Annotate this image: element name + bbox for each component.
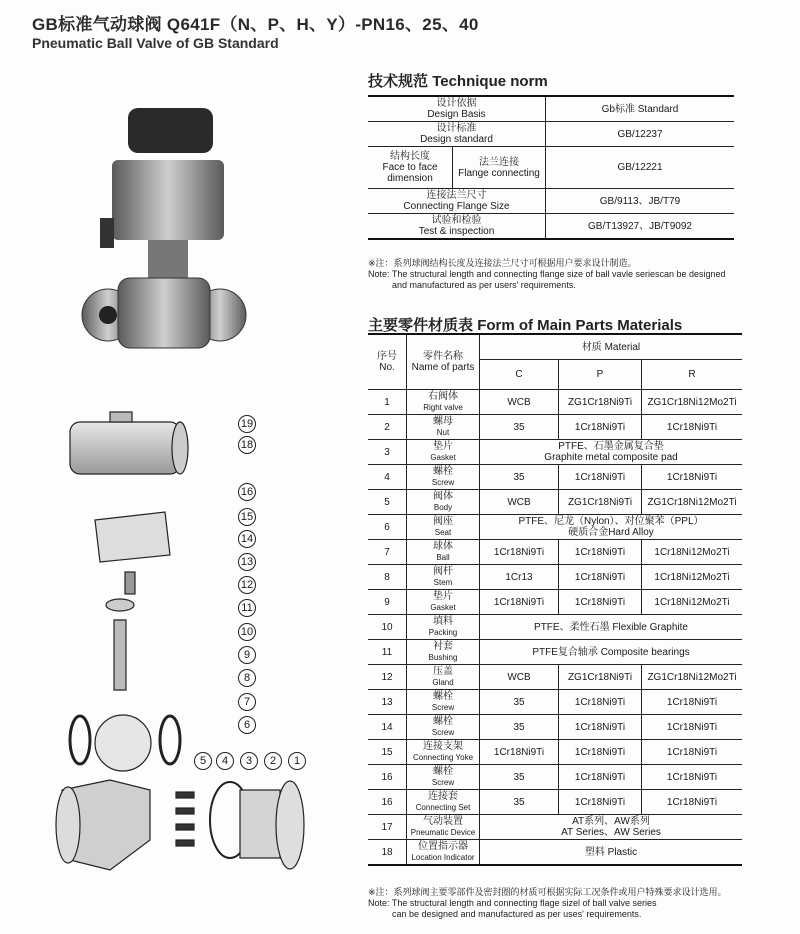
cell-part-cn: 螺栓 [433, 691, 453, 702]
cell-r: 1Cr18Ni9Ti [666, 721, 718, 733]
callout-7: 7 [238, 693, 256, 711]
cell: GB/T13927、JB/T9092 [546, 214, 735, 240]
cell: GB/9113、JB/T79 [546, 189, 735, 214]
cell-p: 1Cr18Ni9Ti [574, 546, 626, 558]
table-row [368, 740, 742, 765]
page-subtitle: Pneumatic Ball Valve of GB Standard [32, 35, 279, 51]
cell-c: 35 [513, 471, 525, 483]
callout-12: 12 [238, 576, 256, 594]
table-row [368, 840, 742, 866]
cell-part-en: Right valve [423, 403, 463, 412]
cell-span-1: PTFE、石墨金属复合垫 [558, 441, 664, 452]
cell-no: 6 [384, 521, 390, 533]
col-p: P [559, 360, 642, 390]
cell-span-1: 塑料 Plastic [584, 846, 638, 858]
cell-p: 1Cr18Ni9Ti [574, 746, 626, 758]
table-row [368, 189, 734, 214]
cell: 法兰连接 [479, 156, 519, 168]
cell-p: 1Cr18Ni9Ti [574, 596, 626, 608]
table-row [368, 565, 742, 590]
cell-part-en: Nut [436, 428, 450, 437]
cell-r: ZG1Cr18Ni12Mo2Ti [647, 496, 737, 508]
col-part-cn: 零件名称 [423, 351, 463, 362]
cell-span-1: AT系列、AW系列 [572, 816, 650, 827]
cell-part-en: Location Indicator [411, 853, 475, 862]
callout-10: 10 [238, 623, 256, 641]
cell-part-cn: 连接套 [428, 791, 458, 802]
cell-r: 1Cr18Ni9Ti [666, 421, 718, 433]
callout-8: 8 [238, 669, 256, 687]
cell-part-cn: 气动装置 [423, 816, 463, 827]
cell-part-en: Screw [431, 703, 455, 712]
cell-part-en: Body [433, 503, 453, 512]
table-row [368, 640, 742, 665]
col-no-en: No. [379, 362, 395, 373]
cell-p: 1Cr18Ni9Ti [574, 796, 626, 808]
technique-heading-en: Technique norm [432, 73, 548, 90]
cell-no: 17 [381, 821, 393, 833]
callout-14: 14 [238, 530, 256, 548]
note-en-2: can be designed and manufactured as per uses' requirements. [392, 909, 642, 919]
cell-part-cn: 压盖 [433, 666, 453, 677]
table-row [368, 122, 734, 147]
cell-p: 1Cr18Ni9Ti [574, 471, 626, 483]
cell-part-cn: 阀座 [433, 516, 453, 527]
cell-c: 35 [513, 696, 525, 708]
table-row [368, 665, 742, 690]
cell-r: 1Cr18Ni9Ti [666, 771, 718, 783]
cell-c: WCB [507, 396, 531, 408]
cell-no: 1 [384, 396, 390, 408]
cell-p: 1Cr18Ni9Ti [574, 571, 626, 583]
cell-span-1: PTFE复合轴承 Composite bearings [532, 646, 690, 658]
cell-r: 1Cr18Ni12Mo2Ti [654, 546, 730, 558]
cell-no: 7 [384, 546, 390, 558]
cell-span-2: AT Series、AW Series [561, 827, 661, 838]
cell-part-en: Screw [431, 478, 455, 487]
table-row [368, 390, 742, 415]
assembled-valve-photo [82, 108, 246, 348]
cell-no: 11 [381, 646, 393, 658]
cell-span-2: 硬质合金Hard Alloy [568, 527, 654, 538]
materials-note [368, 887, 727, 920]
cell-no: 10 [381, 621, 393, 633]
callout-6: 6 [238, 716, 256, 734]
materials-heading-en: Form of Main Parts Materials [477, 317, 683, 334]
cell: 设计标准 [436, 123, 477, 134]
cell-no: 5 [384, 496, 390, 508]
cell-no: 13 [381, 696, 393, 708]
valve-illustration [40, 100, 350, 920]
callout-19: 19 [238, 415, 256, 433]
cell-c: WCB [507, 671, 531, 683]
cell-part-en: Ball [436, 553, 450, 562]
cell-r: ZG1Cr18Ni12Mo2Ti [647, 671, 737, 683]
cell-part-cn: 球体 [433, 541, 453, 552]
cell: GB/12237 [546, 122, 735, 147]
note-cn: ※注：系列球阀主要零部件及密封圈的材质可根据实际工况条件或用户特殊要求设计选用。 [368, 887, 727, 897]
col-c: C [480, 360, 559, 390]
cell-no: 4 [384, 471, 390, 483]
callout-13: 13 [238, 553, 256, 571]
cell-part-cn: 位置指示器 [418, 841, 468, 852]
cell-part-cn: 阀体 [433, 491, 453, 502]
callout-11: 11 [238, 599, 256, 617]
table-row [368, 815, 742, 840]
cell-no: 12 [381, 671, 393, 683]
note-en-1: Note: The structural length and connecting flage sizel of ball valve series [368, 898, 657, 908]
cell-part-en: Screw [431, 778, 455, 787]
cell-c: 1Cr13 [505, 571, 533, 583]
materials-heading-cn: 主要零件材质表 [368, 317, 474, 334]
cell-span-2: Graphite metal composite pad [544, 452, 678, 463]
table-row [368, 615, 742, 640]
table-row [368, 540, 742, 565]
note-en-2: and manufactured as per users' requirements. [392, 280, 576, 290]
col-part-en: Name of parts [411, 362, 475, 373]
cell-part-cn: 衬套 [433, 641, 453, 652]
cell-part-cn: 垫片 [433, 591, 453, 602]
table-row [368, 440, 742, 465]
cell-r: 1Cr18Ni12Mo2Ti [654, 596, 730, 608]
cell-p: ZG1Cr18Ni9Ti [567, 496, 633, 508]
callout-3: 3 [240, 752, 258, 770]
table-row [368, 214, 734, 240]
page-title: GB标准气动球阀 Q641F（N、P、H、Y）-PN16、25、40 [32, 15, 479, 34]
col-no-cn: 序号 [377, 351, 397, 362]
callout-18: 18 [238, 436, 256, 454]
cell-c: 35 [513, 771, 525, 783]
cell-no: 14 [381, 721, 393, 733]
cell-r: ZG1Cr18Ni12Mo2Ti [647, 396, 737, 408]
cell-no: 2 [384, 421, 390, 433]
cell-p: ZG1Cr18Ni9Ti [567, 671, 633, 683]
materials-heading [368, 314, 682, 335]
cell: Design Basis [427, 109, 486, 120]
callout-16: 16 [238, 483, 256, 501]
table-row [368, 415, 742, 440]
cell-no: 15 [381, 746, 393, 758]
note-cn: ※注：系列球阀结构长度及连接法兰尺寸可根据用户要求设计制造。 [368, 258, 637, 268]
cell: GB/12221 [546, 147, 735, 189]
cell-part-en: Bushing [428, 653, 458, 662]
cell-r: 1Cr18Ni9Ti [666, 796, 718, 808]
cell-part-en: Connecting Yoke [412, 753, 474, 762]
cell-part-en: Packing [428, 628, 458, 637]
cell-span-1: PTFE、柔性石墨 Flexible Graphite [534, 621, 688, 633]
cell-no: 8 [384, 571, 390, 583]
table-header-row [368, 334, 742, 360]
cell-p: 1Cr18Ni9Ti [574, 771, 626, 783]
cell-c: 35 [513, 721, 525, 733]
table-row [368, 490, 742, 515]
technique-note [368, 258, 726, 291]
table-row [368, 590, 742, 615]
table-row [368, 96, 734, 122]
cell-part-en: Connecting Set [415, 803, 471, 812]
cell-part-cn: 连接支架 [423, 741, 463, 752]
cell-no: 18 [381, 846, 393, 858]
cell-part-en: Stem [433, 578, 453, 587]
col-material: 材质 Material [480, 334, 743, 360]
cell-part-cn: 螺栓 [433, 716, 453, 727]
exploded-diagram [56, 412, 304, 870]
materials-table [368, 333, 742, 866]
cell-p: 1Cr18Ni9Ti [574, 421, 626, 433]
cell-span-1: PTFE、尼龙（Nylon）、对位聚苯（PPL） [518, 516, 704, 527]
cell-part-cn: 阀杆 [433, 566, 453, 577]
cell-part-en: Gasket [430, 603, 456, 612]
technique-table [368, 95, 734, 240]
cell: 试验和检验 [431, 215, 482, 226]
cell-part-cn: 螺母 [433, 416, 453, 427]
cell: Test & inspection [418, 226, 495, 237]
cell-no: 16 [381, 771, 393, 783]
cell-part-en: Seat [434, 528, 452, 537]
table-row [368, 147, 734, 189]
callout-9: 9 [238, 646, 256, 664]
cell: Flange connecting [458, 167, 540, 179]
cell-c: 35 [513, 421, 525, 433]
cell: Connecting Flange Size [403, 201, 510, 212]
cell-r: 1Cr18Ni9Ti [666, 746, 718, 758]
table-row [368, 765, 742, 790]
table-row [368, 690, 742, 715]
note-en-1: Note: The structural length and connecting flange size of ball vavle seriescan be designed [368, 269, 726, 279]
cell-part-en: Pneumatic Device [410, 828, 476, 837]
cell-p: 1Cr18Ni9Ti [574, 721, 626, 733]
callout-15: 15 [238, 508, 256, 526]
table-row [368, 515, 742, 540]
cell-r: 1Cr18Ni9Ti [666, 471, 718, 483]
technique-heading [368, 70, 548, 91]
cell-no: 9 [384, 596, 390, 608]
callout-1: 1 [288, 752, 306, 770]
callout-4: 4 [216, 752, 234, 770]
table-row [368, 790, 742, 815]
cell-c: 1Cr18Ni9Ti [493, 596, 545, 608]
callout-5: 5 [194, 752, 212, 770]
cell: Design standard [420, 134, 493, 145]
cell-part-cn: 螺栓 [433, 466, 453, 477]
cell-part-en: Screw [431, 728, 455, 737]
callout-2: 2 [264, 752, 282, 770]
cell-part-cn: 填料 [433, 616, 453, 627]
cell: 设计依据 [436, 98, 477, 109]
cell-p: ZG1Cr18Ni9Ti [567, 396, 633, 408]
cell-no: 16 [381, 796, 393, 808]
cell-r: 1Cr18Ni12Mo2Ti [654, 571, 730, 583]
cell-part-en: Gasket [430, 453, 456, 462]
cell-part-en: Gland [432, 678, 454, 687]
cell-part-cn: 螺栓 [433, 766, 453, 777]
cell-c: 1Cr18Ni9Ti [493, 746, 545, 758]
cell-r: 1Cr18Ni9Ti [666, 696, 718, 708]
cell-p: 1Cr18Ni9Ti [574, 696, 626, 708]
cell-c: 35 [513, 796, 525, 808]
technique-heading-cn: 技术规范 [368, 73, 429, 90]
cell-no: 3 [384, 446, 390, 458]
cell-part-cn: 垫片 [433, 441, 453, 452]
table-row [368, 715, 742, 740]
cell: 连接法兰尺寸 [426, 190, 487, 201]
cell-c: WCB [507, 496, 531, 508]
cell-c: 1Cr18Ni9Ti [493, 546, 545, 558]
cell: Gb标准 Standard [546, 96, 735, 122]
table-row [368, 465, 742, 490]
cell: Face to face dimension [382, 162, 438, 184]
col-r: R [642, 360, 743, 390]
cell-part-cn: 右阀体 [428, 391, 458, 402]
cell: 结构长度 [390, 151, 430, 162]
